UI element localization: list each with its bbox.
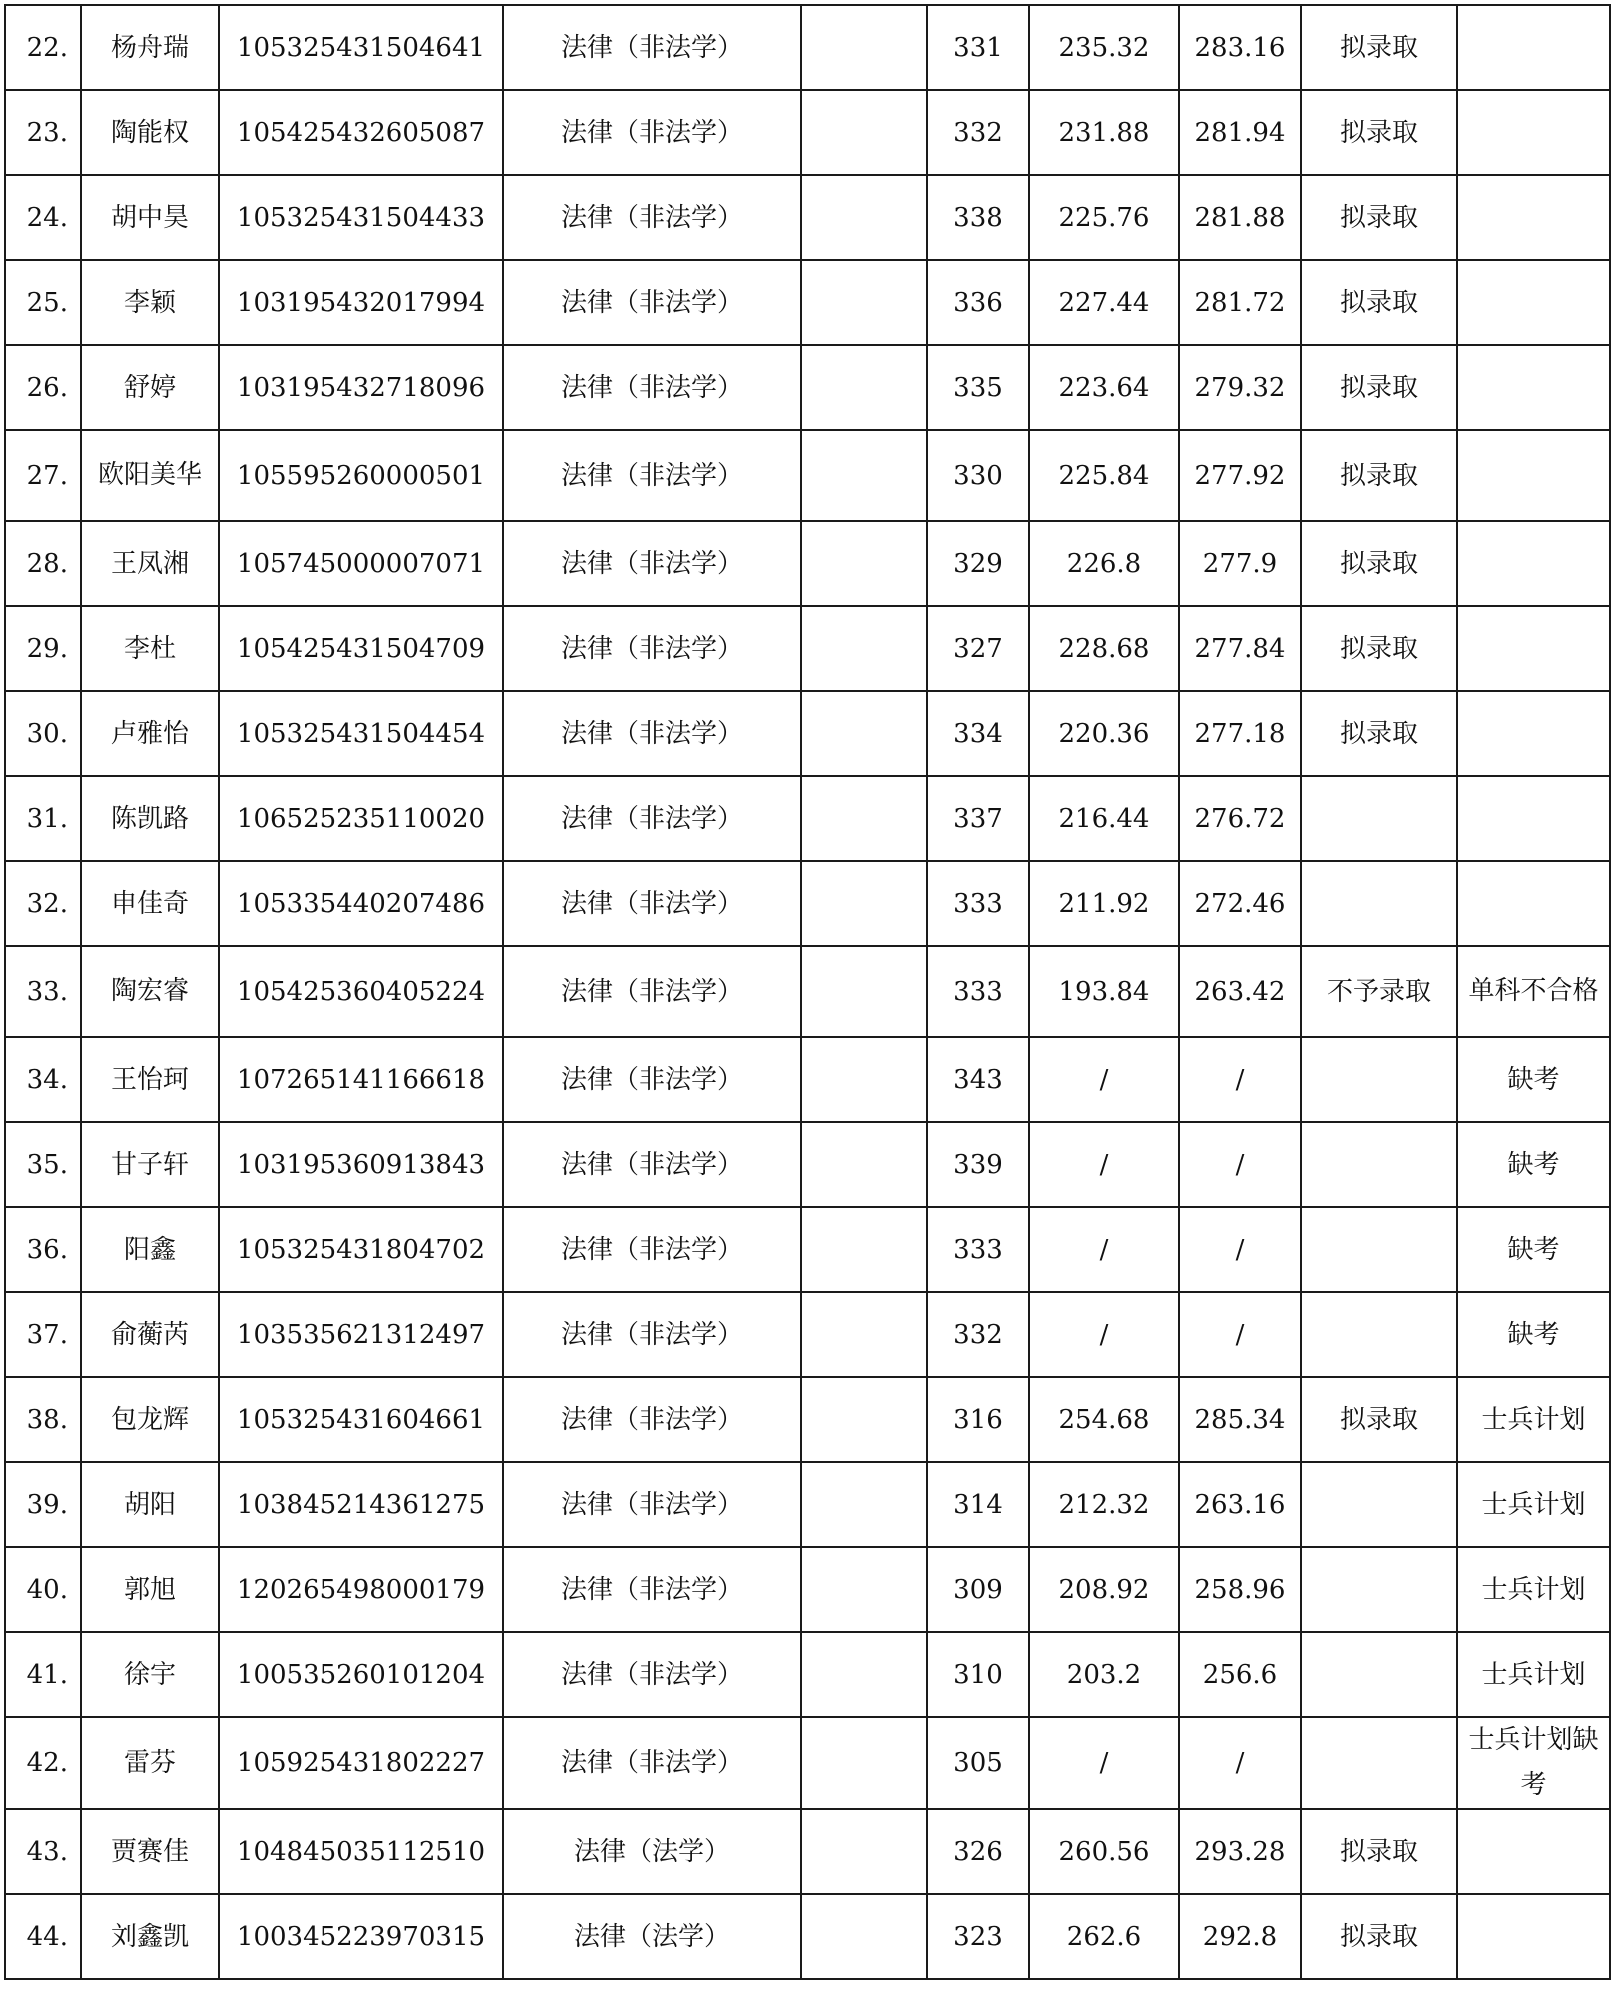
initial-score-cell: 333 — [927, 861, 1029, 946]
note-cell — [1457, 691, 1610, 776]
initial-score-cell: 332 — [927, 1292, 1029, 1377]
candidate-name-cell: 胡阳 — [81, 1462, 219, 1547]
row-number-cell: 26. — [5, 345, 81, 430]
retest-score-cell: 260.56 — [1029, 1809, 1179, 1894]
row-number-cell: 31. — [5, 776, 81, 861]
note-cell: 士兵计划缺考 — [1457, 1717, 1610, 1809]
major-cell: 法律（非法学） — [503, 5, 801, 90]
exam-id-cell: 103195432718096 — [219, 345, 503, 430]
result-cell — [1301, 1462, 1457, 1547]
initial-score-cell: 329 — [927, 521, 1029, 606]
retest-score-cell: 228.68 — [1029, 606, 1179, 691]
result-cell: 拟录取 — [1301, 430, 1457, 521]
row-number-cell: 32. — [5, 861, 81, 946]
note-cell: 单科不合格 — [1457, 946, 1610, 1037]
total-score-cell: / — [1179, 1207, 1301, 1292]
candidate-name-cell: 卢雅怡 — [81, 691, 219, 776]
major-cell: 法律（非法学） — [503, 1037, 801, 1122]
retest-score-cell: / — [1029, 1207, 1179, 1292]
total-score-cell: 277.92 — [1179, 430, 1301, 521]
note-cell — [1457, 776, 1610, 861]
major-cell: 法律（非法学） — [503, 430, 801, 521]
blank-cell — [801, 1292, 927, 1377]
initial-score-cell: 333 — [927, 946, 1029, 1037]
note-cell: 缺考 — [1457, 1037, 1610, 1122]
exam-id-cell: 120265498000179 — [219, 1547, 503, 1632]
retest-score-cell: / — [1029, 1717, 1179, 1809]
result-cell — [1301, 1292, 1457, 1377]
major-cell: 法律（非法学） — [503, 1717, 801, 1809]
major-cell: 法律（法学） — [503, 1809, 801, 1894]
result-cell: 拟录取 — [1301, 345, 1457, 430]
total-score-cell: 277.18 — [1179, 691, 1301, 776]
note-cell: 士兵计划 — [1457, 1547, 1610, 1632]
total-score-cell: 263.42 — [1179, 946, 1301, 1037]
exam-id-cell: 105325431604661 — [219, 1377, 503, 1462]
table-row — [5, 1037, 1610, 1122]
note-cell — [1457, 345, 1610, 430]
table-row — [5, 946, 1610, 1037]
total-score-cell: 292.8 — [1179, 1894, 1301, 1979]
initial-score-cell: 316 — [927, 1377, 1029, 1462]
candidate-name-cell: 刘鑫凯 — [81, 1894, 219, 1979]
row-number-cell: 42. — [5, 1717, 81, 1809]
total-score-cell: / — [1179, 1292, 1301, 1377]
row-number-cell: 29. — [5, 606, 81, 691]
blank-cell — [801, 345, 927, 430]
total-score-cell: 256.6 — [1179, 1632, 1301, 1717]
note-cell — [1457, 430, 1610, 521]
total-score-cell: 258.96 — [1179, 1547, 1301, 1632]
result-cell — [1301, 1717, 1457, 1809]
note-cell — [1457, 1809, 1610, 1894]
note-cell — [1457, 1894, 1610, 1979]
candidate-name-cell: 李颖 — [81, 260, 219, 345]
note-cell: 士兵计划 — [1457, 1462, 1610, 1547]
candidate-name-cell: 贾赛佳 — [81, 1809, 219, 1894]
major-cell: 法律（非法学） — [503, 90, 801, 175]
retest-score-cell: 262.6 — [1029, 1894, 1179, 1979]
exam-id-cell: 106525235110020 — [219, 776, 503, 861]
blank-cell — [801, 1122, 927, 1207]
note-cell: 缺考 — [1457, 1207, 1610, 1292]
retest-score-cell: 203.2 — [1029, 1632, 1179, 1717]
admission-table — [4, 4, 1611, 1980]
table-row — [5, 776, 1610, 861]
retest-score-cell: 216.44 — [1029, 776, 1179, 861]
exam-id-cell: 105425431504709 — [219, 606, 503, 691]
blank-cell — [801, 1547, 927, 1632]
initial-score-cell: 331 — [927, 5, 1029, 90]
table-row — [5, 5, 1610, 90]
major-cell: 法律（非法学） — [503, 521, 801, 606]
retest-score-cell: 211.92 — [1029, 861, 1179, 946]
blank-cell — [801, 430, 927, 521]
exam-id-cell: 107265141166618 — [219, 1037, 503, 1122]
blank-cell — [801, 1894, 927, 1979]
total-score-cell: 281.88 — [1179, 175, 1301, 260]
total-score-cell: 263.16 — [1179, 1462, 1301, 1547]
result-cell — [1301, 776, 1457, 861]
exam-id-cell: 103195432017994 — [219, 260, 503, 345]
note-cell — [1457, 606, 1610, 691]
retest-score-cell: 254.68 — [1029, 1377, 1179, 1462]
note-cell — [1457, 90, 1610, 175]
total-score-cell: 281.94 — [1179, 90, 1301, 175]
exam-id-cell: 105925431802227 — [219, 1717, 503, 1809]
table-row — [5, 1894, 1610, 1979]
result-cell — [1301, 1037, 1457, 1122]
candidate-name-cell: 陈凯路 — [81, 776, 219, 861]
blank-cell — [801, 946, 927, 1037]
initial-score-cell: 332 — [927, 90, 1029, 175]
row-number-cell: 39. — [5, 1462, 81, 1547]
row-number-cell: 38. — [5, 1377, 81, 1462]
exam-id-cell: 105425360405224 — [219, 946, 503, 1037]
note-cell: 士兵计划 — [1457, 1632, 1610, 1717]
table-row — [5, 345, 1610, 430]
retest-score-cell: 208.92 — [1029, 1547, 1179, 1632]
exam-id-cell: 105425432605087 — [219, 90, 503, 175]
table-row — [5, 1547, 1610, 1632]
major-cell: 法律（非法学） — [503, 1122, 801, 1207]
retest-score-cell: / — [1029, 1037, 1179, 1122]
row-number-cell: 36. — [5, 1207, 81, 1292]
row-number-cell: 30. — [5, 691, 81, 776]
major-cell: 法律（非法学） — [503, 1377, 801, 1462]
table-row — [5, 1207, 1610, 1292]
exam-id-cell: 105325431804702 — [219, 1207, 503, 1292]
retest-score-cell: 225.76 — [1029, 175, 1179, 260]
blank-cell — [801, 1037, 927, 1122]
candidate-name-cell: 阳鑫 — [81, 1207, 219, 1292]
exam-id-cell: 105595260000501 — [219, 430, 503, 521]
blank-cell — [801, 606, 927, 691]
candidate-name-cell: 舒婷 — [81, 345, 219, 430]
row-number-cell: 40. — [5, 1547, 81, 1632]
blank-cell — [801, 861, 927, 946]
initial-score-cell: 323 — [927, 1894, 1029, 1979]
result-cell — [1301, 1547, 1457, 1632]
candidate-name-cell: 包龙辉 — [81, 1377, 219, 1462]
major-cell: 法律（非法学） — [503, 345, 801, 430]
candidate-name-cell: 申佳奇 — [81, 861, 219, 946]
initial-score-cell: 343 — [927, 1037, 1029, 1122]
note-cell: 缺考 — [1457, 1292, 1610, 1377]
note-cell: 缺考 — [1457, 1122, 1610, 1207]
candidate-name-cell: 甘子轩 — [81, 1122, 219, 1207]
exam-id-cell: 103845214361275 — [219, 1462, 503, 1547]
table-row — [5, 1809, 1610, 1894]
total-score-cell: 293.28 — [1179, 1809, 1301, 1894]
total-score-cell: 276.72 — [1179, 776, 1301, 861]
row-number-cell: 25. — [5, 260, 81, 345]
table-row — [5, 606, 1610, 691]
result-cell: 拟录取 — [1301, 175, 1457, 260]
blank-cell — [801, 776, 927, 861]
candidate-name-cell: 王怡珂 — [81, 1037, 219, 1122]
major-cell: 法律（非法学） — [503, 946, 801, 1037]
note-cell — [1457, 260, 1610, 345]
major-cell: 法律（非法学） — [503, 606, 801, 691]
candidate-name-cell: 陶能权 — [81, 90, 219, 175]
blank-cell — [801, 691, 927, 776]
candidate-name-cell: 郭旭 — [81, 1547, 219, 1632]
exam-id-cell: 105325431504454 — [219, 691, 503, 776]
blank-cell — [801, 1462, 927, 1547]
candidate-name-cell: 胡中昊 — [81, 175, 219, 260]
row-number-cell: 43. — [5, 1809, 81, 1894]
candidate-name-cell: 陶宏睿 — [81, 946, 219, 1037]
result-cell — [1301, 861, 1457, 946]
table-row — [5, 175, 1610, 260]
admission-table-wrapper — [4, 4, 1611, 1980]
exam-id-cell: 104845035112510 — [219, 1809, 503, 1894]
row-number-cell: 24. — [5, 175, 81, 260]
result-cell: 拟录取 — [1301, 260, 1457, 345]
exam-id-cell: 105325431504641 — [219, 5, 503, 90]
major-cell: 法律（非法学） — [503, 175, 801, 260]
exam-id-cell: 105335440207486 — [219, 861, 503, 946]
initial-score-cell: 314 — [927, 1462, 1029, 1547]
major-cell: 法律（非法学） — [503, 776, 801, 861]
total-score-cell: 283.16 — [1179, 5, 1301, 90]
exam-id-cell: 105325431504433 — [219, 175, 503, 260]
blank-cell — [801, 5, 927, 90]
row-number-cell: 41. — [5, 1632, 81, 1717]
result-cell: 拟录取 — [1301, 521, 1457, 606]
row-number-cell: 28. — [5, 521, 81, 606]
exam-id-cell: 100345223970315 — [219, 1894, 503, 1979]
blank-cell — [801, 521, 927, 606]
initial-score-cell: 339 — [927, 1122, 1029, 1207]
initial-score-cell: 330 — [927, 430, 1029, 521]
table-row — [5, 1717, 1610, 1809]
note-cell — [1457, 861, 1610, 946]
major-cell: 法律（非法学） — [503, 1207, 801, 1292]
retest-score-cell: / — [1029, 1292, 1179, 1377]
major-cell: 法律（法学） — [503, 1894, 801, 1979]
retest-score-cell: 212.32 — [1029, 1462, 1179, 1547]
total-score-cell: 277.84 — [1179, 606, 1301, 691]
total-score-cell: / — [1179, 1122, 1301, 1207]
table-row — [5, 521, 1610, 606]
initial-score-cell: 336 — [927, 260, 1029, 345]
initial-score-cell: 333 — [927, 1207, 1029, 1292]
retest-score-cell: 227.44 — [1029, 260, 1179, 345]
total-score-cell: 285.34 — [1179, 1377, 1301, 1462]
initial-score-cell: 338 — [927, 175, 1029, 260]
initial-score-cell: 305 — [927, 1717, 1029, 1809]
total-score-cell: 277.9 — [1179, 521, 1301, 606]
row-number-cell: 27. — [5, 430, 81, 521]
result-cell — [1301, 1122, 1457, 1207]
retest-score-cell: 193.84 — [1029, 946, 1179, 1037]
row-number-cell: 23. — [5, 90, 81, 175]
blank-cell — [801, 1809, 927, 1894]
initial-score-cell: 326 — [927, 1809, 1029, 1894]
table-row — [5, 1632, 1610, 1717]
result-cell: 拟录取 — [1301, 691, 1457, 776]
major-cell: 法律（非法学） — [503, 1292, 801, 1377]
result-cell: 拟录取 — [1301, 5, 1457, 90]
table-row — [5, 90, 1610, 175]
table-row — [5, 260, 1610, 345]
exam-id-cell: 105745000007071 — [219, 521, 503, 606]
candidate-name-cell: 杨舟瑞 — [81, 5, 219, 90]
total-score-cell: 279.32 — [1179, 345, 1301, 430]
initial-score-cell: 335 — [927, 345, 1029, 430]
major-cell: 法律（非法学） — [503, 1632, 801, 1717]
exam-id-cell: 103535621312497 — [219, 1292, 503, 1377]
retest-score-cell: 225.84 — [1029, 430, 1179, 521]
result-cell: 拟录取 — [1301, 1894, 1457, 1979]
blank-cell — [801, 1377, 927, 1462]
exam-id-cell: 103195360913843 — [219, 1122, 503, 1207]
total-score-cell: 272.46 — [1179, 861, 1301, 946]
retest-score-cell: / — [1029, 1122, 1179, 1207]
initial-score-cell: 334 — [927, 691, 1029, 776]
note-cell — [1457, 175, 1610, 260]
row-number-cell: 37. — [5, 1292, 81, 1377]
result-cell: 拟录取 — [1301, 1377, 1457, 1462]
table-row — [5, 1377, 1610, 1462]
result-cell — [1301, 1632, 1457, 1717]
result-cell: 不予录取 — [1301, 946, 1457, 1037]
candidate-name-cell: 李杜 — [81, 606, 219, 691]
retest-score-cell: 226.8 — [1029, 521, 1179, 606]
major-cell: 法律（非法学） — [503, 260, 801, 345]
initial-score-cell: 337 — [927, 776, 1029, 861]
result-cell: 拟录取 — [1301, 1809, 1457, 1894]
total-score-cell: 281.72 — [1179, 260, 1301, 345]
major-cell: 法律（非法学） — [503, 861, 801, 946]
blank-cell — [801, 1207, 927, 1292]
retest-score-cell: 235.32 — [1029, 5, 1179, 90]
row-number-cell: 35. — [5, 1122, 81, 1207]
note-cell: 士兵计划 — [1457, 1377, 1610, 1462]
initial-score-cell: 309 — [927, 1547, 1029, 1632]
blank-cell — [801, 175, 927, 260]
major-cell: 法律（非法学） — [503, 691, 801, 776]
row-number-cell: 22. — [5, 5, 81, 90]
table-row — [5, 1122, 1610, 1207]
exam-id-cell: 100535260101204 — [219, 1632, 503, 1717]
table-body — [5, 5, 1610, 1979]
note-cell — [1457, 5, 1610, 90]
table-row — [5, 1292, 1610, 1377]
candidate-name-cell: 俞蘅芮 — [81, 1292, 219, 1377]
total-score-cell: / — [1179, 1037, 1301, 1122]
blank-cell — [801, 260, 927, 345]
candidate-name-cell: 雷芬 — [81, 1717, 219, 1809]
blank-cell — [801, 1632, 927, 1717]
retest-score-cell: 231.88 — [1029, 90, 1179, 175]
result-cell — [1301, 1207, 1457, 1292]
major-cell: 法律（非法学） — [503, 1547, 801, 1632]
candidate-name-cell: 徐宇 — [81, 1632, 219, 1717]
table-row — [5, 430, 1610, 521]
candidate-name-cell: 王凤湘 — [81, 521, 219, 606]
result-cell: 拟录取 — [1301, 606, 1457, 691]
initial-score-cell: 327 — [927, 606, 1029, 691]
blank-cell — [801, 90, 927, 175]
candidate-name-cell: 欧阳美华 — [81, 430, 219, 521]
table-row — [5, 691, 1610, 776]
major-cell: 法律（非法学） — [503, 1462, 801, 1547]
table-row — [5, 861, 1610, 946]
retest-score-cell: 223.64 — [1029, 345, 1179, 430]
result-cell: 拟录取 — [1301, 90, 1457, 175]
note-cell — [1457, 521, 1610, 606]
total-score-cell: / — [1179, 1717, 1301, 1809]
table-row — [5, 1462, 1610, 1547]
initial-score-cell: 310 — [927, 1632, 1029, 1717]
row-number-cell: 44. — [5, 1894, 81, 1979]
row-number-cell: 34. — [5, 1037, 81, 1122]
retest-score-cell: 220.36 — [1029, 691, 1179, 776]
row-number-cell: 33. — [5, 946, 81, 1037]
blank-cell — [801, 1717, 927, 1809]
